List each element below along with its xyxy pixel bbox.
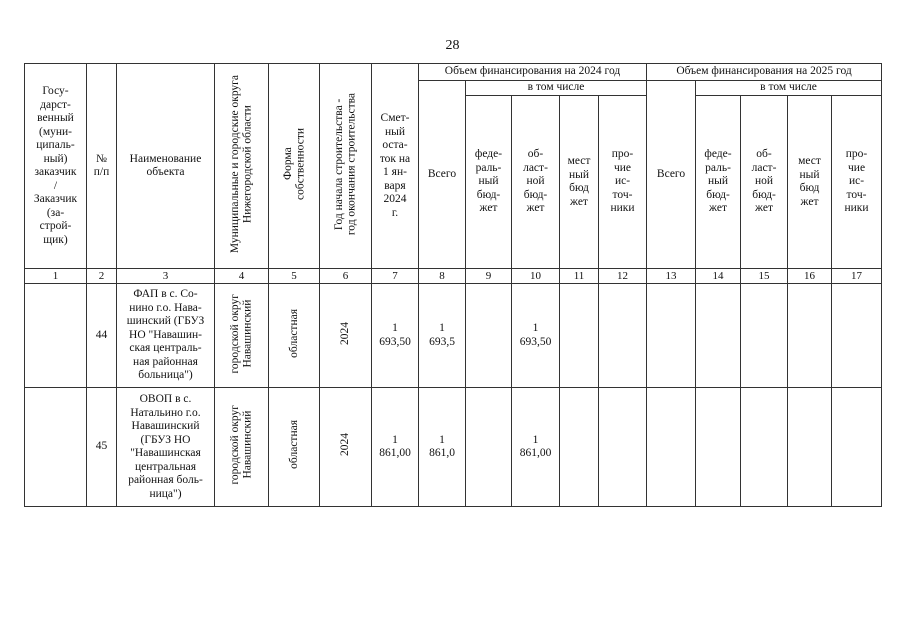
header-funding-2025: Объем финансирования на 2025 год [647, 64, 882, 81]
header-customer: Госу- дарст- венный (муни- ципаль- ный) заказчик / Заказчик (за- строй- щик) [25, 64, 87, 269]
page-number: 28 [445, 38, 460, 53]
column-number: 6 [320, 269, 372, 284]
cell-municipality: городской округ Навашинский [215, 284, 269, 388]
cell-total-2025 [647, 284, 696, 388]
column-number: 2 [87, 269, 117, 284]
cell-federal-2025 [696, 388, 741, 507]
header-local-2024: мест ный бюд жет [560, 96, 599, 269]
cell-municipality: городской округ Навашинский [215, 388, 269, 507]
column-number: 11 [560, 269, 599, 284]
header-including-2025: в том числе [696, 81, 882, 96]
cell-estimate: 1 693,50 [372, 284, 419, 388]
cell-other-2025 [832, 284, 882, 388]
header-funding-2024: Объем финансирования на 2024 год [419, 64, 647, 81]
header-total-2025: Всего [647, 81, 696, 269]
header-municipality: Муниципальные и городские округа Нижегородской области [215, 64, 269, 269]
header-total-2024: Всего [419, 81, 466, 269]
column-number: 12 [599, 269, 647, 284]
column-number: 17 [832, 269, 882, 284]
header-other-2024: про- чие ис- точ- ники [599, 96, 647, 269]
header-row-1 [25, 64, 882, 81]
column-number: 15 [741, 269, 788, 284]
cell-object-name: ОВОП в с. Натальино г.о. Навашинский (ГБУЗ НО "Навашинская центральная районная боль- ница") [117, 388, 215, 507]
cell-years: 2024 [320, 388, 372, 507]
column-number: 13 [647, 269, 696, 284]
column-number: 5 [269, 269, 320, 284]
cell-total-2025 [647, 388, 696, 507]
header-estimate: Смет- ный оста- ток на 1 ян- варя 2024 г. [372, 64, 419, 269]
column-number: 1 [25, 269, 87, 284]
header-including-2024: в том числе [466, 81, 647, 96]
header-other-2025: про- чие ис- точ- ники [832, 96, 882, 269]
column-number: 10 [512, 269, 560, 284]
header-row-number: № п/п [87, 64, 117, 269]
column-numbers-row [25, 269, 882, 284]
column-number: 4 [215, 269, 269, 284]
cell-estimate: 1 861,00 [372, 388, 419, 507]
cell-other-2025 [832, 388, 882, 507]
header-local-2025: мест ный бюд жет [788, 96, 832, 269]
cell-other-2024 [599, 388, 647, 507]
column-number: 14 [696, 269, 741, 284]
cell-ownership: областная [269, 388, 320, 507]
column-number: 3 [117, 269, 215, 284]
column-number: 8 [419, 269, 466, 284]
header-regional-2024: об- ласт- ной бюд- жет [512, 96, 560, 269]
cell-federal-2024 [466, 284, 512, 388]
header-object-name: Наименование объекта [117, 64, 215, 269]
cell-object-name: ФАП в с. Со- нино г.о. Нава- шинский (ГБУЗ НО "Навашин- ская централь- ная районная больница") [117, 284, 215, 388]
cell-regional-2025 [741, 388, 788, 507]
cell-local-2025 [788, 388, 832, 507]
table-row [25, 284, 882, 388]
cell-regional-2024: 1 861,00 [512, 388, 560, 507]
header-ownership: Форма собственности [269, 64, 320, 269]
cell-federal-2025 [696, 284, 741, 388]
cell-regional-2024: 1 693,50 [512, 284, 560, 388]
header-years: Год начала строительства - год окончания строительства [320, 64, 372, 269]
investment-table [24, 63, 882, 507]
cell-ownership: областная [269, 284, 320, 388]
cell-number: 45 [87, 388, 117, 507]
column-number: 9 [466, 269, 512, 284]
cell-local-2024 [560, 388, 599, 507]
column-number: 7 [372, 269, 419, 284]
cell-federal-2024 [466, 388, 512, 507]
cell-customer [25, 388, 87, 507]
cell-customer [25, 284, 87, 388]
header-federal-2024: феде- раль- ный бюд- жет [466, 96, 512, 269]
cell-years: 2024 [320, 284, 372, 388]
cell-local-2025 [788, 284, 832, 388]
column-number: 16 [788, 269, 832, 284]
header-regional-2025: об- ласт- ной бюд- жет [741, 96, 788, 269]
cell-total-2024: 1 693,5 [419, 284, 466, 388]
header-federal-2025: феде- раль- ный бюд- жет [696, 96, 741, 269]
table-row [25, 388, 882, 507]
cell-total-2024: 1 861,0 [419, 388, 466, 507]
cell-number: 44 [87, 284, 117, 388]
cell-other-2024 [599, 284, 647, 388]
cell-regional-2025 [741, 284, 788, 388]
cell-local-2024 [560, 284, 599, 388]
